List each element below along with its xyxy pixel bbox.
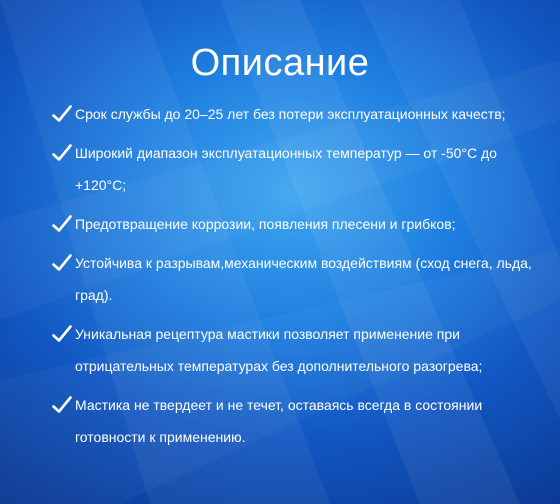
list-item-text: Устойчива к разрывам,механическим воздействиям (сход снега, льда, град). xyxy=(75,255,532,303)
slide-title: Описание xyxy=(190,42,370,84)
checkmark-icon xyxy=(52,144,72,162)
list-item-text: Предотвращение коррозии, появления плесени и грибков; xyxy=(75,216,456,232)
checkmark-icon xyxy=(52,396,72,414)
list-item-text: Уникальная рецептура мастики позволяет применение при отрицательных температурах без дополнительного разогрева; xyxy=(75,326,483,374)
features-list xyxy=(52,98,538,460)
list-item xyxy=(52,98,538,130)
list-item xyxy=(52,137,538,201)
list-item xyxy=(52,389,538,453)
checkmark-icon xyxy=(52,215,72,233)
list-item xyxy=(52,247,538,311)
list-item xyxy=(52,318,538,382)
checkmark-icon xyxy=(52,254,72,272)
list-item xyxy=(52,208,538,240)
list-item-text: Широкий диапазон эксплуатационных температур — от -50°С до +120°С; xyxy=(75,145,497,193)
checkmark-icon xyxy=(52,325,72,343)
list-item-text: Мастика не твердеет и не течет, оставаясь всегда в состоянии готовности к применению. xyxy=(75,397,483,445)
list-item-text: Срок службы до 20–25 лет без потери эксплуатационных качеств; xyxy=(75,106,506,122)
checkmark-icon xyxy=(52,105,72,123)
